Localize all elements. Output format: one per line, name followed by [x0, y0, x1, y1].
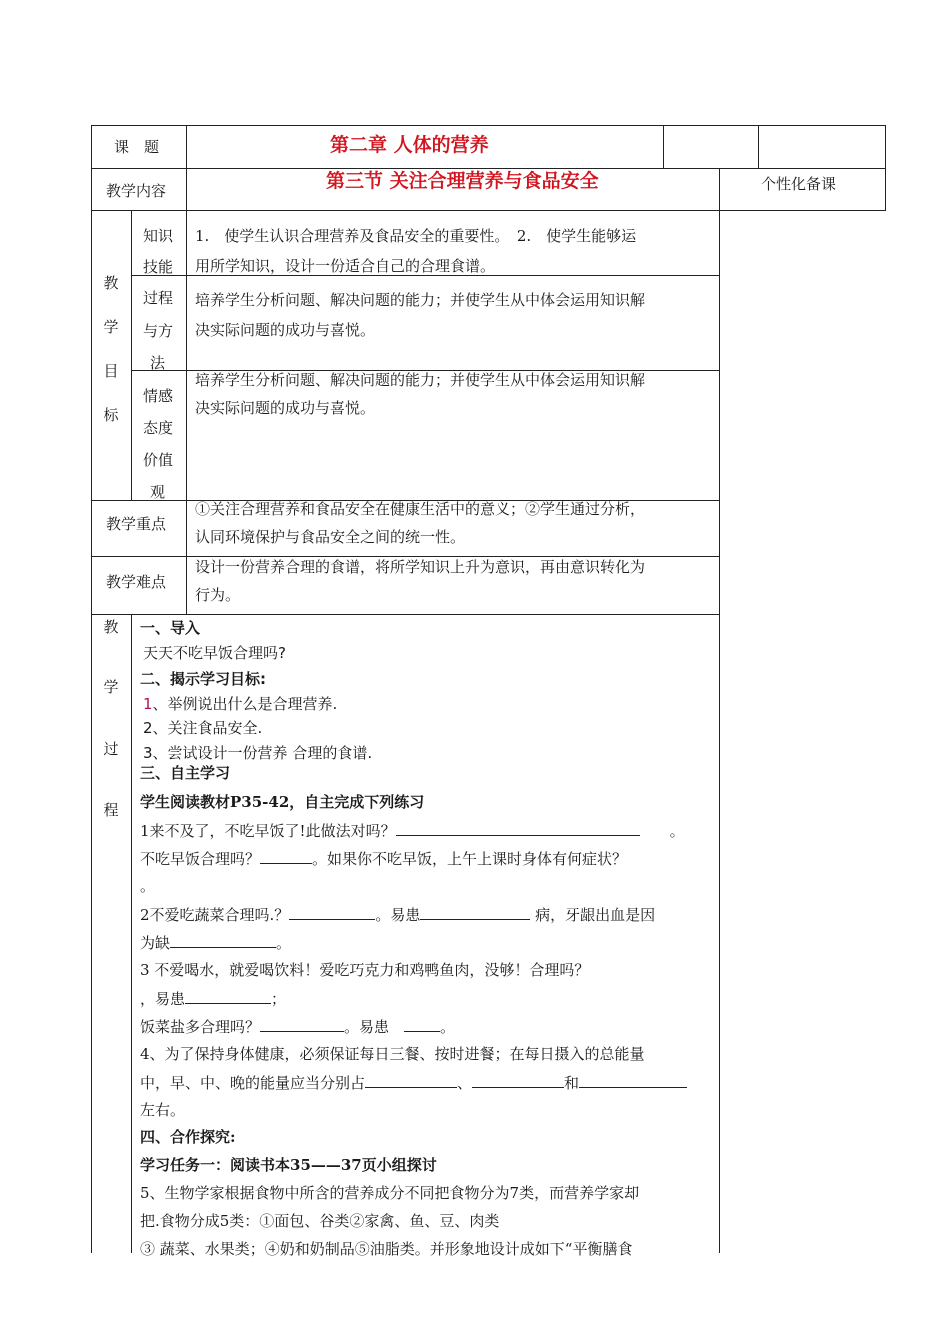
question-2-text: 。易患 — [375, 906, 421, 924]
process-text: 培养学生分析问题、解决问题的能力；并使学生从中体会运用知识解 — [195, 291, 646, 309]
question-3-text: 3 不爱喝水，就爱喝饮料！爱吃巧克力和鸡鸭鱼肉，没够！合理吗？ — [140, 961, 590, 979]
goal-item: 3、尝试设计一份营养 合理的食谱. — [143, 744, 373, 762]
question-1-end: 。 — [639, 822, 685, 840]
answer-blank[interactable] — [472, 1072, 564, 1088]
learning-task-one: 学习任务一：阅读书本35——37页小组探讨 — [140, 1156, 437, 1174]
question-2-line — [140, 932, 291, 953]
question-4-end: 左右。 — [140, 1101, 186, 1119]
answer-blank[interactable] — [579, 1072, 687, 1088]
knowledge-label: 技能 — [143, 258, 174, 276]
section-self-study-heading: 三、自主学习 — [140, 764, 231, 782]
objectives-side-char: 标 — [103, 406, 119, 424]
question-1-line — [140, 820, 685, 841]
question-4-and: 和 — [564, 1074, 580, 1092]
answer-blank[interactable] — [420, 904, 530, 920]
process-label: 与方 — [143, 322, 174, 340]
col-line-main-right — [719, 168, 720, 1253]
question-1-text: 1来不及了，不吃早饭了!此做法对吗？ — [140, 822, 396, 840]
difficult-points-text: 设计一份营养合理的食谱，将所学知识上升为意识，再由意识转化为 — [195, 558, 646, 576]
question-2-text: 2不爱吃蔬菜合理吗.？ — [140, 906, 290, 924]
answer-blank[interactable] — [260, 1016, 344, 1032]
row-line-content — [91, 210, 886, 211]
objectives-side-char: 教 — [103, 274, 119, 292]
row-line-header — [91, 168, 886, 169]
process-label: 法 — [150, 354, 166, 372]
key-points-text: ①关注合理营养和食品安全在健康生活中的意义；②学生通过分析， — [195, 500, 646, 518]
section-intro-heading: 一、导入 — [140, 619, 201, 637]
emotion-label: 情感 — [143, 387, 174, 405]
section-intro-text: 天天不吃早饭合理吗? — [143, 644, 286, 662]
emotion-label: 观 — [150, 483, 166, 501]
emotion-text: 决实际问题的成功与喜悦。 — [195, 399, 376, 417]
question-5-text: 把.食物分成5类：①面包、谷类②家禽、鱼、豆、肉类 — [140, 1212, 500, 1230]
answer-blank[interactable] — [404, 1016, 440, 1032]
question-2-text: 为缺 — [140, 934, 171, 952]
key-points-label: 教学重点 — [106, 515, 167, 533]
section-cooperation-heading: 四、合作探究: — [140, 1128, 236, 1146]
row-line-difficult — [91, 614, 719, 615]
goal-number: 1 — [143, 695, 153, 713]
objectives-side-char: 学 — [103, 318, 119, 336]
question-2-end: 。 — [276, 934, 292, 952]
answer-blank[interactable] — [396, 820, 640, 836]
self-study-instruction: 学生阅读教材P35-42，自主完成下列练习 — [140, 793, 425, 811]
answer-blank[interactable] — [260, 848, 312, 864]
answer-blank[interactable] — [289, 904, 375, 920]
goal-text: 、举例说出什么是合理营养. — [152, 695, 338, 713]
border-left — [91, 125, 92, 1253]
question-3-line — [140, 1016, 455, 1037]
col-line-process-left — [131, 614, 132, 1253]
section-title: 第三节 关注合理营养与食品安全 — [326, 170, 599, 192]
question-4-text: 中，早、中、晚的能量应当分别占 — [140, 1074, 366, 1092]
question-1-text: 不吃早饭合理吗？ — [140, 850, 261, 868]
answer-blank[interactable] — [365, 1072, 457, 1088]
objectives-side-char: 目 — [103, 362, 119, 380]
difficult-points-label: 教学难点 — [106, 573, 167, 591]
question-1-text: 。如果你不吃早饭，上午上课时身体有何症状？ — [312, 850, 628, 868]
border-right — [885, 125, 886, 210]
knowledge-label: 知识 — [143, 227, 174, 245]
section-goals-heading: 二、揭示学习目标: — [140, 670, 266, 688]
question-3-end: 。 — [440, 1018, 456, 1036]
answer-blank[interactable] — [185, 988, 271, 1004]
difficult-points-text: 行为。 — [195, 586, 241, 604]
content-label: 教学内容 — [106, 182, 167, 200]
question-2-line — [140, 904, 655, 925]
key-points-text: 认同环境保护与食品安全之间的统一性。 — [195, 528, 466, 546]
goal-item — [143, 694, 337, 714]
question-2-text: 病，牙龈出血是因 — [530, 906, 656, 924]
knowledge-text: 用所学知识，设计一份适合自己的合理食谱。 — [195, 257, 496, 275]
emotion-label: 价值 — [143, 451, 174, 469]
question-1-line — [140, 848, 627, 869]
goal-item: 2、关注食品安全. — [143, 719, 263, 737]
knowledge-text: 1. 使学生认识合理营养及食品安全的重要性。 2. 使学生能够运 — [195, 227, 637, 245]
emotion-text: 培养学生分析问题、解决问题的能力；并使学生从中体会运用知识解 — [195, 371, 646, 389]
question-3-text: 饭菜盐多合理吗？ — [140, 1018, 261, 1036]
question-3-text: ； — [271, 990, 287, 1008]
process-label: 过程 — [143, 289, 174, 307]
border-top — [91, 125, 886, 126]
topic-label: 课 题 — [114, 138, 160, 156]
question-5-text: 5、生物学家根据食物中所含的营养成分不同把食物分为7类，而营养学家却 — [140, 1184, 640, 1202]
question-3-text: 。易患 — [344, 1018, 405, 1036]
col-line-sub — [131, 210, 132, 500]
question-1-end: 。 — [140, 877, 156, 895]
col-line-label — [186, 125, 187, 210]
emotion-label: 态度 — [143, 419, 174, 437]
question-4-separator: 、 — [457, 1074, 473, 1092]
process-side-char: 过 — [103, 740, 119, 758]
chapter-title: 第二章 人体的营养 — [330, 134, 489, 156]
personal-prep-label: 个性化备课 — [761, 175, 837, 193]
process-text: 决实际问题的成功与喜悦。 — [195, 321, 376, 339]
answer-blank[interactable] — [170, 932, 276, 948]
question-4-line — [140, 1072, 687, 1093]
col-line-header-b — [758, 125, 759, 168]
process-side-char: 教 — [103, 618, 119, 636]
col-line-sub-text — [186, 210, 187, 614]
question-3-text: ，易患 — [140, 990, 186, 1008]
process-side-char: 程 — [103, 801, 119, 819]
col-line-header-a — [663, 125, 664, 168]
question-5-text: ③ 蔬菜、水果类；④奶和奶制品⑤油脂类。并形象地设计成如下“平衡膳食 — [140, 1240, 633, 1258]
question-4-text: 4、为了保持身体健康，必须保证每日三餐、按时进餐；在每日摄入的总能量 — [140, 1045, 645, 1063]
process-side-char: 学 — [103, 678, 119, 696]
question-3-line — [140, 988, 286, 1009]
